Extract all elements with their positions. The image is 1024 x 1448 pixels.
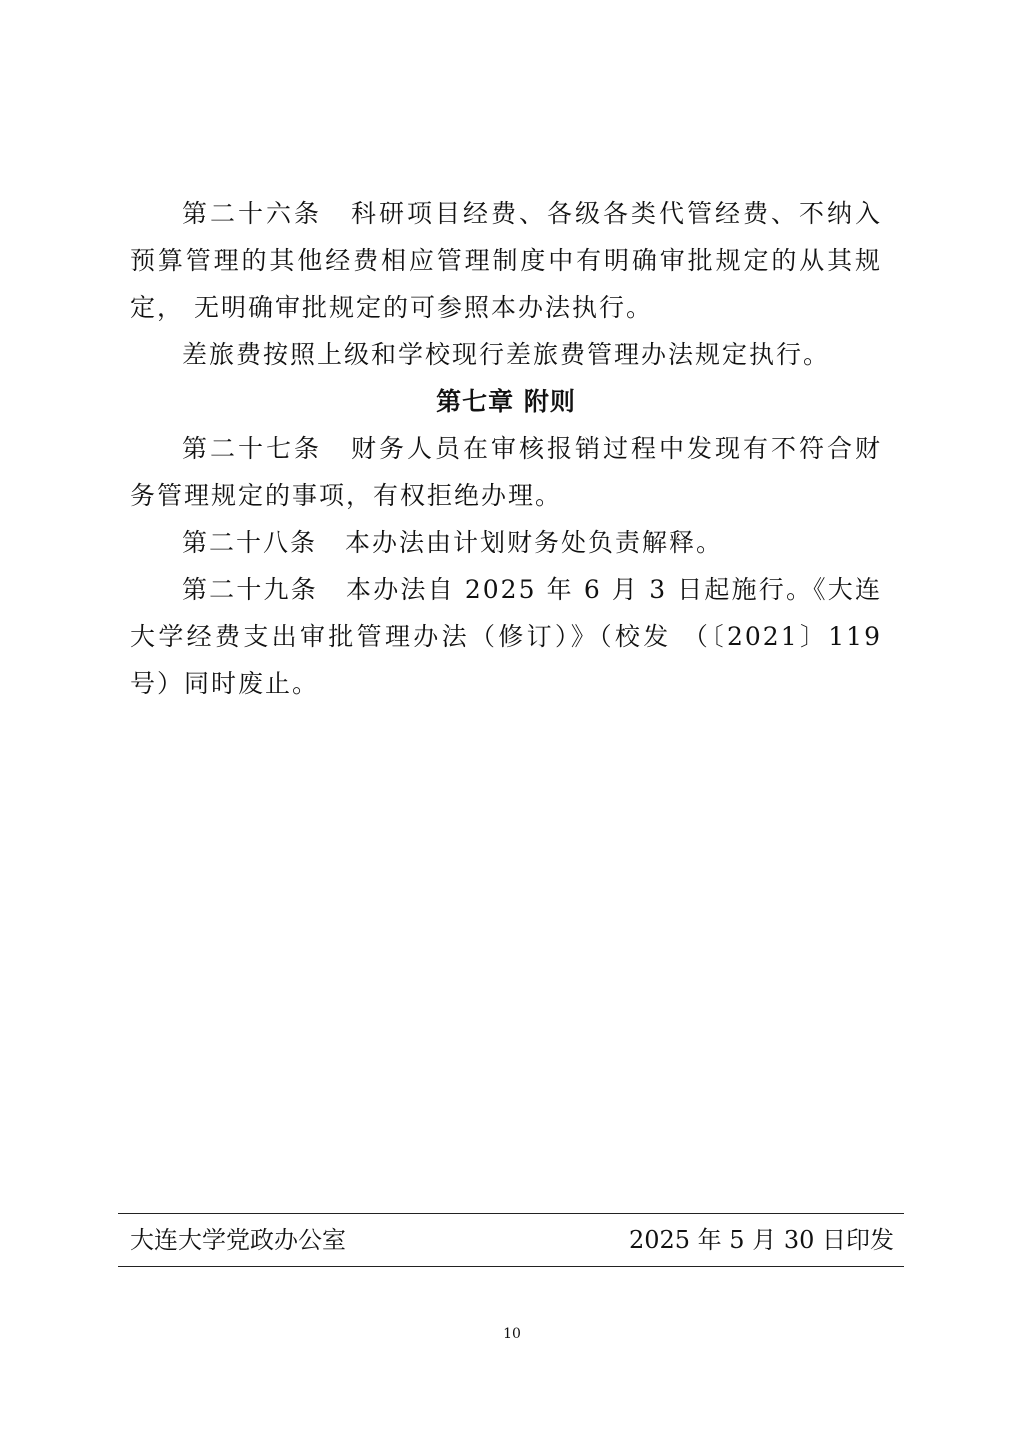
article-28-number: 第二十八条 <box>182 528 318 557</box>
issuer-name: 大连大学党政办公室 <box>130 1226 346 1254</box>
article-28-text: 本办法由计划财务处负责解释。 <box>345 528 724 557</box>
article-27-paragraph <box>130 425 882 519</box>
article-26-text: 科研项目经费、各级各类代管经费、不纳入预算管理的其他经费相应管理制度中有明确审批规定的从其规定， 无明确审批规定的可参照本办法执行。 <box>130 199 882 322</box>
chapter-heading: 第七章 附则 <box>436 387 576 416</box>
article-26-number: 第二十六条 <box>182 199 322 228</box>
article-29-number: 第二十九条 <box>182 575 318 604</box>
article-28-paragraph <box>130 519 882 566</box>
issue-date: 2025 年 5 月 30 日印发 <box>628 1226 894 1254</box>
travel-expense-paragraph: 差旅费按照上级和学校现行差旅费管理办法规定执行。 <box>182 340 831 369</box>
article-27-text: 财务人员在审核报销过程中发现有不符合财务管理规定的事项，有权拒绝办理。 <box>130 434 882 510</box>
issuance-footer <box>118 1213 904 1267</box>
article-26-paragraph <box>130 190 882 331</box>
page-number: 10 <box>503 1326 521 1342</box>
article-29-text: 本办法自 2025 年 6 月 3 日起施行。《大连大学经费支出审批管理办法（修订）》（校发 （〔2021〕119 号）同时废止。 <box>130 575 882 698</box>
article-27-number: 第二十七条 <box>182 434 322 463</box>
article-29-paragraph <box>130 566 882 707</box>
document-body <box>130 190 882 707</box>
